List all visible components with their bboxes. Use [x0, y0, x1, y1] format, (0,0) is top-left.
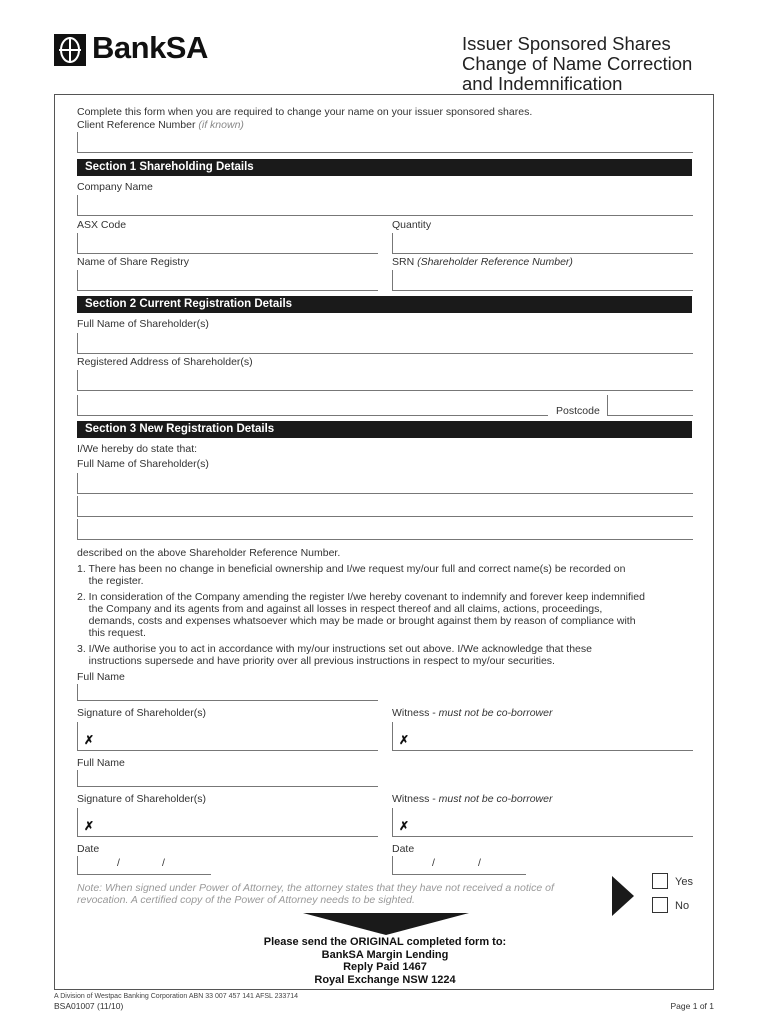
srn-label: [392, 256, 573, 268]
asx-code-field[interactable]: [77, 233, 378, 254]
date-2-sep-2: /: [478, 857, 481, 869]
send-to-line-3: Reply Paid 1467: [343, 961, 427, 973]
full-name-1-label: Full Name: [77, 671, 125, 683]
asx-code-label: ASX Code: [77, 219, 127, 231]
signature-2-label: Signature of Shareholder(s): [77, 793, 206, 805]
banksa-logo-icon: [54, 34, 86, 66]
section-3-header: Section 3 New Registration Details: [77, 421, 692, 438]
form-title-line-3: and Indemnification: [462, 73, 623, 94]
witness-2-x-mark: ✗: [399, 819, 410, 833]
full-name-1-field[interactable]: [77, 684, 378, 701]
srn-label-text: SRN: [392, 256, 415, 268]
date-1-sep-2: /: [162, 857, 165, 869]
item-3-line-1: 3. I/We authorise you to act in accordance with my/our instructions set out above. I/We acknowledge that these: [77, 643, 592, 655]
section-1-header: Section 1 Shareholding Details: [77, 159, 692, 176]
date-1-sep-1: /: [117, 857, 120, 869]
no-checkbox[interactable]: [652, 897, 668, 913]
new-full-name-field-2[interactable]: [77, 496, 693, 517]
state-text: I/We hereby do state that:: [77, 443, 198, 455]
footer-page: Page 1 of 1: [670, 1001, 714, 1011]
postcode-field[interactable]: [607, 395, 693, 416]
share-registry-label: Name of Share Registry: [77, 256, 190, 268]
full-name-2-field[interactable]: [77, 770, 378, 787]
footer-code: BSA01007 (11/10): [54, 1001, 124, 1011]
section-2-header: Section 2 Current Registration Details: [77, 296, 692, 313]
described-text: described on the above Shareholder Reference Number.: [77, 547, 341, 559]
witness-2-field[interactable]: [392, 808, 693, 837]
declaration-item-2: [77, 591, 645, 639]
banksa-logo: [54, 34, 86, 71]
signature-2-field[interactable]: [77, 808, 378, 837]
date-1-label: Date: [77, 843, 100, 855]
client-ref-label: [77, 119, 244, 131]
date-2-sep-1: /: [432, 857, 435, 869]
yes-checkbox[interactable]: [652, 873, 668, 889]
yes-label: Yes: [675, 876, 693, 888]
srn-field[interactable]: [392, 270, 693, 291]
declaration-item-1: [77, 563, 625, 587]
send-to-line-1: Please send the ORIGINAL completed form to:: [263, 936, 507, 948]
witness-2-label-text: Witness -: [392, 793, 439, 805]
signature-2-x-mark: ✗: [84, 819, 95, 833]
send-to-line-4: Royal Exchange NSW 1224: [314, 973, 456, 986]
date-1-field[interactable]: [77, 856, 211, 875]
footer-division: A Division of Westpac Banking Corporation ABN 33 007 457 141 AFSL 233714: [54, 993, 298, 1000]
declaration-item-3: [77, 643, 592, 667]
witness-1-label: [392, 707, 552, 719]
signature-1-x-mark: ✗: [84, 733, 95, 747]
brand-name: BankSA: [92, 30, 208, 65]
item-2-line-2: the Company and its agents from and against all losses in respect thereof and all claims, actions, proceedings,: [77, 603, 603, 615]
witness-1-field[interactable]: [392, 722, 693, 751]
new-full-name-field-3[interactable]: [77, 519, 693, 540]
postcode-label: Postcode: [556, 405, 600, 417]
full-name-2-label: Full Name: [77, 757, 125, 769]
form-title: [462, 34, 692, 94]
item-2-line-4: this request.: [77, 627, 146, 639]
signature-1-label: Signature of Shareholder(s): [77, 707, 206, 719]
new-full-name-label: Full Name of Shareholder(s): [77, 458, 209, 470]
company-name-label: Company Name: [77, 181, 153, 193]
witness-2-hint: must not be co-borrower: [438, 793, 553, 805]
item-3-line-2: instructions supersede and have priority over all previous instructions in respect to my/our securities.: [77, 655, 555, 667]
srn-hint: (Shareholder Reference Number): [417, 256, 573, 268]
current-full-name-field[interactable]: [77, 333, 693, 354]
form-title-line-1: Issuer Sponsored Shares: [462, 33, 671, 54]
new-full-name-field-1[interactable]: [77, 473, 693, 494]
address-field-line-1[interactable]: [77, 370, 693, 391]
no-label: No: [675, 900, 690, 912]
arrow-right-icon: [612, 876, 634, 921]
address-field-line-2[interactable]: [77, 395, 548, 416]
item-2-line-1: 2. In consideration of the Company amending the register I/we hereby covenant to indemnify and forever keep indemnified: [77, 591, 645, 603]
poa-note-line-2: revocation. A certified copy of the Power of Attorney needs to be sighted.: [77, 894, 415, 906]
quantity-field[interactable]: [392, 233, 693, 254]
poa-note-line-1: Note: When signed under Power of Attorney, the attorney states that they have not received a notice of: [77, 882, 554, 894]
poa-note: [77, 882, 554, 906]
send-to-line-2: BankSA Margin Lending: [321, 948, 449, 961]
signature-1-field[interactable]: [77, 722, 378, 751]
witness-1-label-text: Witness -: [392, 707, 439, 719]
witness-2-label: [392, 793, 552, 805]
witness-1-x-mark: ✗: [399, 733, 410, 747]
company-name-field[interactable]: [77, 195, 693, 216]
address-label: Registered Address of Shareholder(s): [77, 356, 253, 368]
client-ref-field[interactable]: [77, 132, 693, 153]
item-1-line-1: 1. There has been no change in beneficial ownership and I/we request my/our full and correct name(s) be recorded on: [77, 563, 626, 575]
form-title-line-2: Change of Name Correction: [462, 53, 693, 74]
witness-1-hint: must not be co-borrower: [438, 707, 553, 719]
current-full-name-label: Full Name of Shareholder(s): [77, 318, 209, 330]
date-2-field[interactable]: [392, 856, 526, 875]
client-ref-hint: (if known): [198, 119, 244, 131]
date-2-label: Date: [392, 843, 415, 855]
item-2-line-3: demands, costs and expenses whatsoever which may be made or brought against them by reason of compliance with: [77, 615, 636, 627]
send-to-block: [160, 936, 610, 986]
intro-text: Complete this form when you are required to change your name on your issuer sponsored shares.: [77, 106, 533, 118]
item-1-line-2: the register.: [77, 575, 144, 587]
quantity-label: Quantity: [392, 219, 432, 231]
client-ref-label-text: Client Reference Number: [77, 119, 196, 131]
share-registry-field[interactable]: [77, 270, 378, 291]
